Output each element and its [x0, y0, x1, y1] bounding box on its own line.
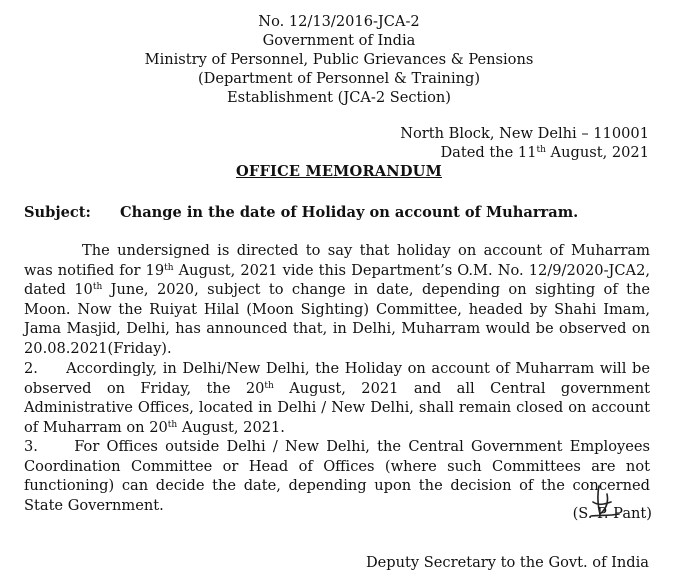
government-name: Government of India — [262, 32, 416, 49]
letterhead — [0, 12, 678, 107]
file-number: No. 12/13/2016-JCA-2 — [258, 13, 420, 30]
memo-title: OFFICE MEMORANDUM — [236, 163, 442, 180]
paragraph-1: The undersigned is directed to say that holiday on account of Muharram was notified for 19th August, 2021 vide this Department’s O.M. No. 12/9/2020-JCA2, dated 10th June, 2020, subject to change in date, depending on sighting of the Moon. Now the Ruiyat Hilal (Moon Sighting) Committee, headed by Shahi Imam, Jama Masjid, Delhi, has announced that, in Delhi, Muharram would be observed on 20.08.2021(Friday). — [24, 242, 650, 357]
ministry-name: Ministry of Personnel, Public Grievances & Pensions — [144, 51, 534, 68]
subject-label: Subject: — [24, 204, 91, 221]
subject-line — [24, 203, 578, 222]
section-name: Establishment (JCA-2 Section) — [227, 89, 451, 106]
handwritten-signature — [585, 482, 625, 524]
signature-block — [573, 504, 652, 523]
signatory-designation: Deputy Secretary to the Govt. of India — [365, 554, 649, 571]
department-name: (Department of Personnel & Training) — [197, 70, 481, 87]
office-address: North Block, New Delhi – 110001 — [400, 125, 649, 142]
paragraph-3: 3. For Offices outside Delhi / New Delhi, the Central Government Employees Coordination Committee or Head of Offices (where such Committees are not functioning) can decide the date, depending upon the decision of the concerned State Government. — [24, 438, 650, 514]
subject-text: Change in the date of Holiday on account of Muharram. — [120, 204, 579, 221]
memo-date: Dated the 11th August, 2021 — [440, 144, 649, 161]
signatory-name: (S. P. Pant) — [572, 505, 652, 522]
paragraph-2: 2. Accordingly, in Delhi/New Delhi, the Holiday on account of Muharram will be observed on Friday, the 20th August, 2021 and all Central government Administrative Offices, located in Delhi / New Delhi, shall remain closed on account of Muharram on 20th August, 2021. — [24, 360, 650, 436]
